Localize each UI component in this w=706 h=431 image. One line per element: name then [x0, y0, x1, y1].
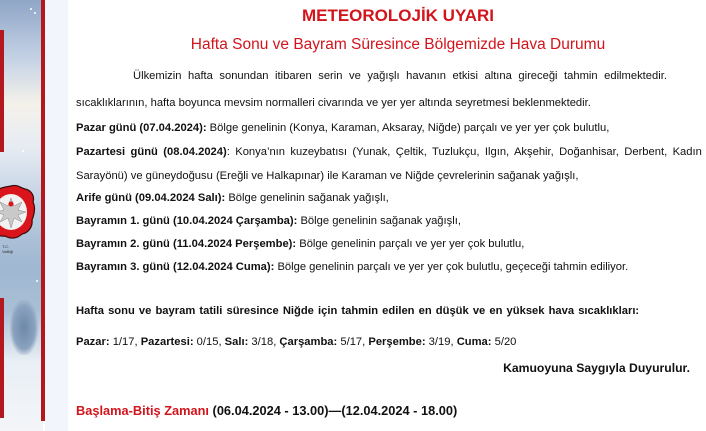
snowflake — [34, 12, 36, 14]
validity-period — [76, 403, 457, 418]
forecast-day-2-continuation: Sarayönü) ve güneydoğusu (Ereğli ve Halkapınar) ile Karaman ve Niğde çevrelerinin sağanak yağışlı, — [76, 170, 579, 182]
winter-side-image — [0, 0, 43, 431]
closing-statement: Kamuoyuna Saygıyla Duyurulur. — [503, 361, 690, 375]
temp-value: 5/20 — [491, 336, 517, 348]
day-label: Bayramın 1. günü (10.04.2024 Çarşamba): — [76, 215, 298, 227]
logo-caption-line2: Valiliği — [2, 249, 14, 254]
temp-separator: , — [362, 336, 369, 348]
temp-separator: , — [134, 336, 141, 348]
temp-value: 5/17 — [337, 336, 363, 348]
temp-value: 3/18 — [248, 336, 274, 348]
temp-separator: , — [218, 336, 225, 348]
day-text: Bölge genelinin parçalı ve yer yer çok bulutlu, geçeceği tahmin ediliyor. — [274, 261, 629, 273]
day-text: Bölge genelinin parçalı ve yer yer çok bulutlu, — [296, 238, 525, 250]
temp-value: 1/17 — [109, 336, 135, 348]
validity-period-label: Başlama-Bitiş Zamanı — [76, 403, 209, 418]
forecast-day-2 — [76, 146, 702, 158]
intro-line-1: Ülkemizin hafta sonundan itibaren serin ve yağışlı havanın etkisi altına gireceği tahmin edilmektedir. — [133, 70, 667, 82]
temperatures-list — [76, 336, 516, 348]
snowy-tree — [10, 300, 38, 355]
temp-day: Pazartesi: — [140, 336, 194, 348]
red-accent-bar-bottom — [0, 298, 4, 418]
day-label: Pazartesi günü (08.04.2024) — [76, 146, 227, 158]
day-text: : Konya’nın kuzeybatısı (Yunak, Çeltik, Tuzlukçu, Ilgın, Akşehir, Doğanhisar, Derbent, Kadın — [226, 146, 702, 158]
intro-line-2: sıcaklıklarının, hafta boyunca mevsim normalleri civarında ve yer yer altında seyretmesi beklenmektedir. — [76, 97, 591, 109]
forecast-day-5 — [76, 238, 524, 250]
forecast-day-4 — [76, 215, 461, 227]
pale-margin-band — [45, 0, 68, 431]
page-subtitle: Hafta Sonu ve Bayram Süresince Bölgemizde Hava Durumu — [190, 36, 606, 53]
red-accent-bar-top — [0, 30, 4, 152]
forecast-day-3 — [76, 192, 389, 204]
logo-caption — [2, 244, 13, 254]
logo-caption-line1: T.C. — [2, 244, 10, 249]
temp-day: Çarşamba: — [279, 336, 338, 348]
page-title: METEOROLOJİK UYARI — [301, 6, 495, 25]
day-label: Pazar günü (07.04.2024): — [76, 122, 207, 134]
temperatures-heading: Hafta sonu ve bayram tatili süresince Niğde için tahmin edilen en düşük ve en yüksek hava sıcaklıkları: — [76, 305, 640, 317]
temp-day: Cuma: — [456, 336, 492, 348]
validity-period-value: (06.04.2024 - 13.00)—(12.04.2024 - 18.00) — [209, 403, 458, 418]
temp-day: Salı: — [224, 336, 249, 348]
temp-value: 0/15 — [193, 336, 219, 348]
snowflake — [30, 8, 32, 10]
temp-day: Pazar: — [76, 336, 110, 348]
day-label: Bayramın 3. günü (12.04.2024 Cuma): — [76, 261, 275, 273]
snowflake — [36, 280, 38, 282]
day-text: Bölge genelinin sağanak yağışlı, — [225, 192, 389, 204]
day-text: Bölge genelinin sağanak yağışlı, — [297, 215, 461, 227]
day-text: Bölge genelinin (Konya, Karaman, Aksaray, Niğde) parçalı ve yer yer çok bulutlu, — [206, 122, 610, 134]
day-label: Bayramın 2. günü (11.04.2024 Perşembe): — [76, 238, 297, 250]
nigde-valiligi-logo — [0, 184, 36, 240]
forecast-day-1 — [76, 122, 609, 134]
snowflake — [22, 150, 24, 152]
temp-day: Perşembe: — [368, 336, 426, 348]
temp-separator: , — [450, 336, 457, 348]
temp-separator: , — [273, 336, 280, 348]
forecast-day-6 — [76, 261, 628, 273]
temp-value: 3/19 — [425, 336, 451, 348]
day-label: Arife günü (09.04.2024 Salı): — [76, 192, 226, 204]
